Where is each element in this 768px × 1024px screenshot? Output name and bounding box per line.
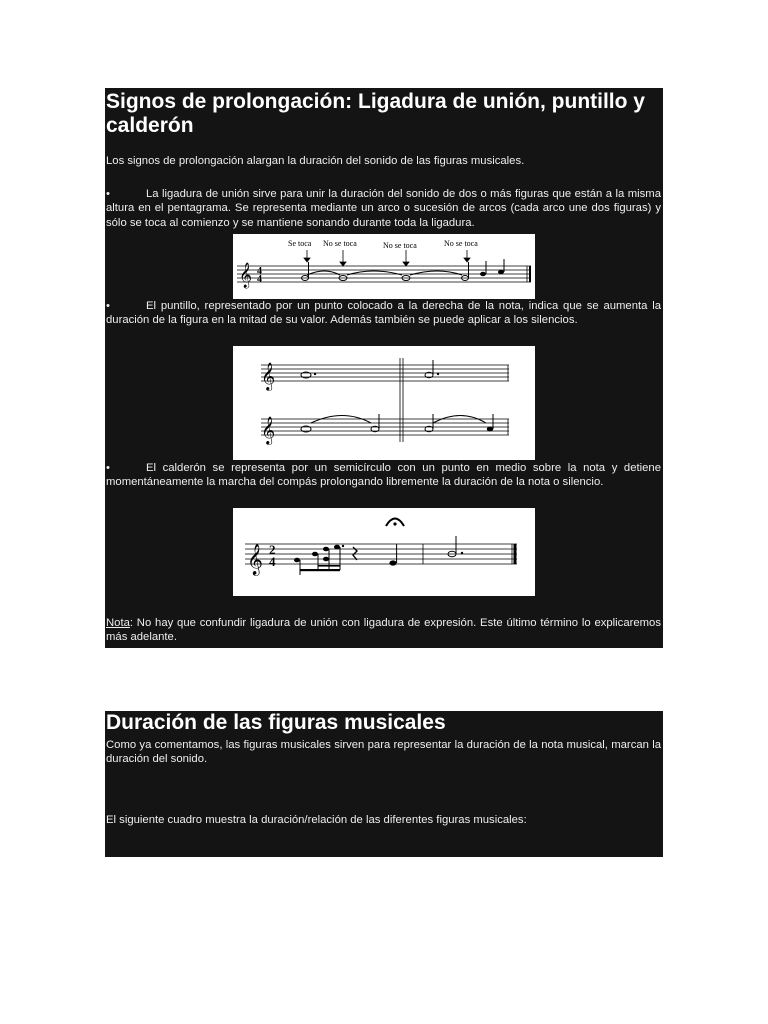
ligadura-figure xyxy=(233,234,535,299)
time-sig-top: 4 xyxy=(257,266,262,277)
ligadura-staff-image xyxy=(233,234,535,299)
ligadura-text: La ligadura de unión sirve para unir la duración del sonido de dos o más figuras que están a la misma altura en el pentagrama. Se representa mediante un arco o sucesión de arcos (cada arco une dos figuras) y sólo se toca al comienzo y se mantiene sonando durante toda la ligadura. xyxy=(106,188,661,229)
calderon-paragraph xyxy=(106,461,661,490)
calderon-figure xyxy=(233,508,535,596)
treble-clef-icon: 𝄞 xyxy=(261,418,276,444)
duracion-paragraph-2: El siguiente cuadro muestra la duración/relación de las diferentes figuras musicales: xyxy=(106,814,527,826)
time-sig-bottom: 4 xyxy=(269,554,276,569)
time-sig-bottom: 4 xyxy=(257,274,262,285)
bullet: • xyxy=(106,300,110,312)
puntillo-staff-image xyxy=(233,346,535,460)
nota-paragraph xyxy=(106,616,661,645)
bullet: • xyxy=(106,462,110,474)
time-sig-top: 2 xyxy=(269,542,276,557)
label-se-toca: Se toca xyxy=(288,239,312,248)
bullet: • xyxy=(106,188,110,200)
treble-clef-icon: 𝄞 xyxy=(247,544,263,574)
calderon-staff-image xyxy=(233,508,535,596)
section-prolongacion xyxy=(105,88,663,648)
nota-text: : No hay que confundir ligadura de unión con ligadura de expresión. Este último término lo explicaremos más adelante. xyxy=(106,617,661,644)
puntillo-text: El puntillo, representado por un punto colocado a la derecha de la nota, indica que se aumenta la duración de la figura en la mitad de su valor. Además también se puede aplicar a los silencios. xyxy=(106,300,661,327)
puntillo-paragraph xyxy=(106,299,661,328)
ligadura-paragraph xyxy=(106,187,661,230)
duracion-paragraph-1: Como ya comentamos, las figuras musicales sirven para representar la duración de la nota musical, marcan la duración del sonido. xyxy=(106,739,661,766)
treble-clef-icon: 𝄞 xyxy=(239,262,253,287)
label-no-se-toca-1: No se toca xyxy=(323,239,357,248)
puntillo-figure xyxy=(233,346,535,460)
calderon-text: El calderón se representa por un semicírculo con un punto en medio sobre la nota y detiene momentáneamente la marcha del compás prolongando libremente la duración de la nota o silencio. xyxy=(106,462,661,489)
intro-paragraph: Los signos de prolongación alargan la duración del sonido de las figuras musicales. xyxy=(106,155,525,167)
label-no-se-toca-2: No se toca xyxy=(383,241,417,250)
nota-label: Nota xyxy=(106,617,130,629)
label-no-se-toca-3: No se toca xyxy=(444,239,478,248)
section-duracion xyxy=(105,711,663,857)
section-title: Duración de las figuras musicales xyxy=(106,711,446,734)
section-title: Signos de prolongación: Ligadura de unión, puntillo y calderón xyxy=(106,90,645,137)
treble-clef-icon: 𝄞 xyxy=(261,364,276,390)
